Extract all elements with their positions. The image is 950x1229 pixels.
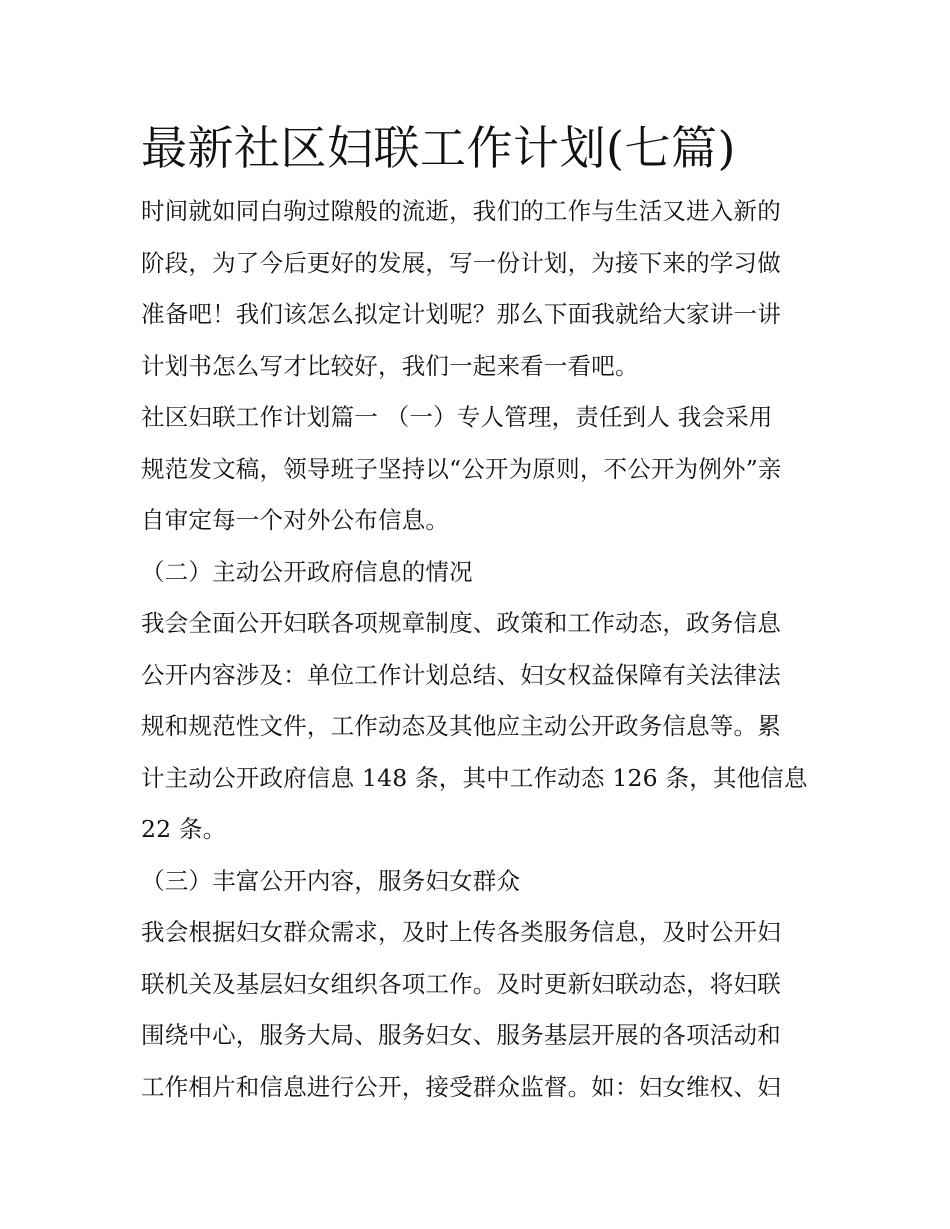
paragraph-section-two bbox=[141, 598, 821, 856]
text-line: （二）主动公开政府信息的情况 bbox=[141, 557, 473, 586]
text-line: （三）丰富公开内容，服务妇女群众 bbox=[141, 866, 521, 895]
text-line: 围绕中心，服务大局、服务妇女、服务基层开展的各项活动和 bbox=[141, 1021, 781, 1049]
text-line: 规和规范性文件，工作动态及其他应主动公开政务信息等。累 bbox=[141, 712, 781, 740]
text-line: 我会根据妇女群众需求，及时上传各类服务信息，及时公开妇 bbox=[141, 918, 781, 946]
document-body bbox=[141, 118, 821, 1113]
paragraph-section-three bbox=[141, 907, 821, 1113]
document-title: 最新社区妇联工作计划(七篇) bbox=[141, 121, 736, 175]
text-line: 准备吧！我们该怎么拟定计划呢？那么下面我就给大家讲一讲 bbox=[141, 300, 781, 328]
text-line: 阶段，为了今后更好的发展，写一份计划，为接下来的学习做 bbox=[141, 248, 781, 277]
text-line: 我会全面公开妇联各项规章制度、政策和工作动态，政务信息 bbox=[141, 609, 781, 637]
text-line: 自审定每一个对外公布信息。 bbox=[141, 506, 450, 534]
text-line: 22 条。 bbox=[141, 815, 227, 843]
paragraph-intro bbox=[141, 186, 821, 392]
text-line: 时间就如同白驹过隙般的流逝，我们的工作与生活又进入新的 bbox=[141, 197, 781, 225]
heading-section-two bbox=[141, 547, 821, 599]
text-line: 社区妇联工作计划篇一 （一）专人管理，责任到人 我会采用 bbox=[141, 403, 773, 431]
text-line: 公开内容涉及：单位工作计划总结、妇女权益保障有关法律法 bbox=[141, 660, 781, 689]
text-line: 规范发文稿，领导班子坚持以“公开为原则，不公开为例外”亲 bbox=[141, 454, 782, 483]
heading-section-three bbox=[141, 856, 821, 908]
text-line: 联机关及基层妇女组织各项工作。及时更新妇联动态，将妇联 bbox=[141, 969, 781, 998]
text-line: 计主动公开政府信息 148 条，其中工作动态 126 条，其他信息 bbox=[141, 763, 808, 792]
paragraph-section-one bbox=[141, 392, 821, 547]
text-line: 工作相片和信息进行公开，接受群众监督。如：妇女维权、妇 bbox=[141, 1072, 781, 1101]
text-line: 计划书怎么写才比较好，我们一起来看一看吧。 bbox=[141, 351, 639, 380]
